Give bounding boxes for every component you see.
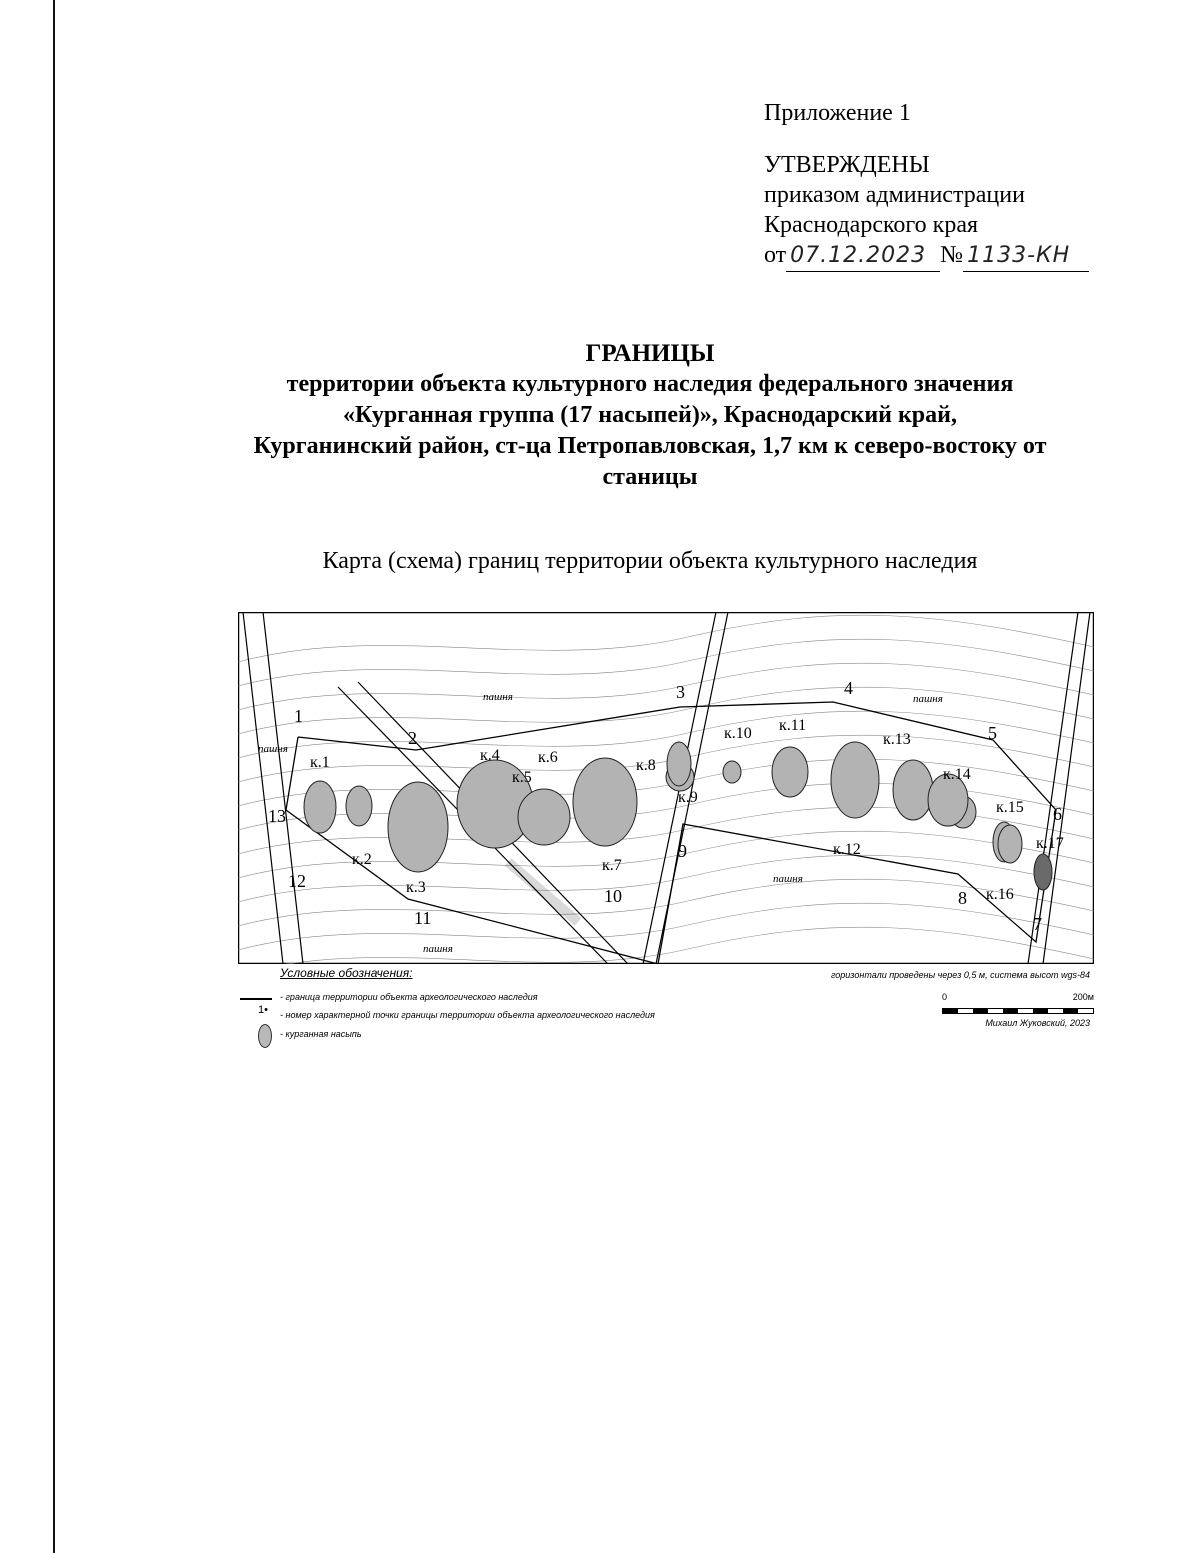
document-title	[150, 338, 1150, 493]
mound-2	[346, 786, 372, 826]
approval-line-1: приказом администрации	[764, 182, 1025, 208]
field-label: пашня	[913, 693, 943, 705]
boundary-point-8: 8	[958, 888, 967, 908]
boundary-point-13: 13	[268, 806, 286, 826]
field-label: пашня	[773, 873, 803, 885]
mound-label-6: к.6	[538, 749, 558, 766]
mound-label-1: к.1	[310, 754, 330, 771]
mound-11	[831, 742, 879, 818]
mound-8	[667, 742, 691, 786]
mound-5	[518, 789, 570, 845]
approved-label: УТВЕРЖДЕНЫ	[764, 152, 930, 178]
from-label: от	[764, 242, 787, 268]
page-margin-line	[53, 0, 55, 1553]
mound-label-7: к.7	[602, 857, 622, 874]
legend-boundary-symbol	[240, 998, 272, 1000]
field-label: пашня	[258, 743, 288, 755]
handwritten-number: 1133-КН	[963, 241, 1089, 272]
mound-label-9: к.9	[678, 789, 698, 806]
boundary-point-5: 5	[988, 723, 997, 743]
mound-9	[723, 761, 741, 783]
title-line-2: «Курганная группа (17 насыпей)», Краснодарский край,	[343, 402, 957, 428]
contour-note: горизонтали проведены через 0,5 м, система высот wgs-84	[830, 970, 1090, 980]
boundary-point-6: 6	[1053, 804, 1062, 824]
appendix-label: Приложение 1	[764, 100, 911, 126]
boundary-point-2: 2	[408, 728, 417, 748]
boundary-point-11: 11	[414, 908, 432, 928]
field-label: пашня	[423, 943, 453, 955]
mound-16	[998, 825, 1022, 863]
boundary-point-3: 3	[676, 682, 685, 702]
mound-label-10: к.10	[724, 725, 752, 742]
approval-block	[764, 98, 1089, 272]
mound-1	[304, 781, 336, 833]
mound-label-17: к.17	[1036, 835, 1064, 852]
mound-17	[1034, 854, 1052, 890]
boundary-point-1: 1	[294, 706, 303, 726]
legend-title: Условные обозначения:	[280, 966, 413, 980]
mound-label-8: к.8	[636, 757, 656, 774]
legend-point-text: - номер характерной точки границы территории объекта археологического наследия	[280, 1010, 655, 1020]
title-heading: ГРАНИЦЫ	[585, 340, 715, 367]
mound-6	[573, 758, 637, 846]
scale-max: 200м	[1072, 992, 1094, 1002]
boundary-point-4: 4	[844, 678, 853, 698]
mound-label-12: к.12	[833, 841, 861, 858]
mound-label-13: к.13	[883, 731, 911, 748]
approval-line-2: Краснодарского края	[764, 212, 979, 238]
map-legend	[240, 966, 1100, 1066]
mound-label-2: к.2	[352, 851, 372, 868]
scale-bar-graphic	[942, 1008, 1094, 1014]
boundary-point-12: 12	[288, 871, 306, 891]
boundary-point-7: 7	[1033, 914, 1042, 934]
site-map	[238, 612, 1094, 964]
site-map-drawing	[238, 612, 1094, 964]
title-line-3: Курганинский район, ст-ца Петропавловская, 1,7 км к северо-востоку от	[253, 433, 1047, 459]
legend-mound-text: - курганная насыпь	[280, 1029, 362, 1039]
title-line-1: территории объекта культурного наследия федерального значения	[286, 371, 1014, 397]
mound-10	[772, 747, 808, 797]
approval-order-line	[764, 240, 1089, 272]
mound-label-5: к.5	[512, 769, 532, 786]
map-subtitle: Карта (схема) границ территории объекта культурного наследия	[322, 548, 978, 574]
mound-label-14: к.14	[943, 766, 971, 783]
mound-3	[388, 782, 448, 872]
map-author: Михаил Жуковский, 2023	[985, 1018, 1090, 1028]
mound-label-11: к.11	[779, 717, 807, 734]
boundary-point-10: 10	[604, 886, 622, 906]
field-label: пашня	[483, 691, 513, 703]
number-label: №	[940, 242, 964, 268]
mound-label-16: к.16	[986, 886, 1014, 903]
title-line-4: станицы	[602, 464, 698, 490]
mound-label-15: к.15	[996, 799, 1024, 816]
mound-label-3: к.3	[406, 879, 426, 896]
legend-point-symbol: 1•	[258, 1004, 268, 1016]
boundary-point-9: 9	[678, 841, 687, 861]
mound-12	[893, 760, 933, 820]
scale-zero: 0	[942, 992, 948, 1002]
legend-boundary-text: - граница территории объекта археологического наследия	[280, 992, 538, 1002]
mound-label-4: к.4	[480, 747, 500, 764]
legend-mound-symbol	[258, 1024, 272, 1048]
handwritten-date: 07.12.2023	[786, 241, 940, 272]
